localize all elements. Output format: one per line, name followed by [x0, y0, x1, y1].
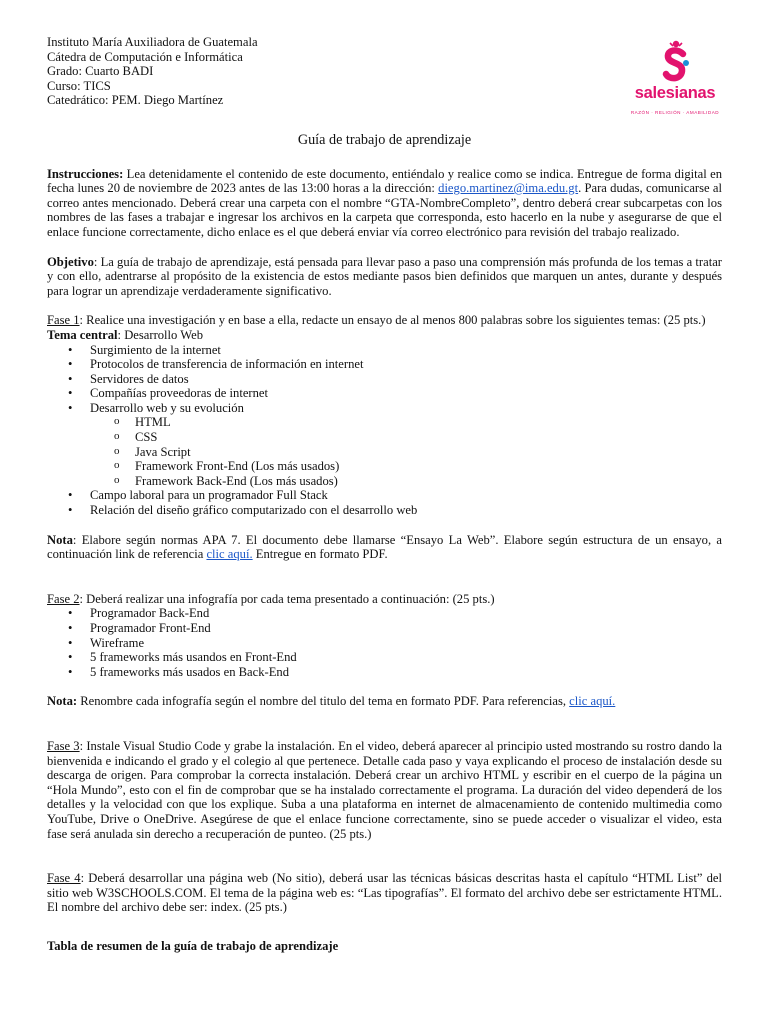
fase1-text: : Realice una investigación y en base a ella, redacte un ensayo de al menos 800 palabras sobre los siguientes temas: (25 pts.) [79, 313, 706, 328]
list-item: • Programador Back-End [47, 606, 722, 621]
fase2-note-label: Nota: [47, 694, 78, 709]
fase1-reference-link[interactable]: clic aquí. [206, 547, 253, 562]
list-item: • Wireframe [47, 636, 722, 651]
fase2-note [47, 694, 722, 709]
list-item: • Surgimiento de la internet [47, 343, 722, 358]
fase2-reference-link[interactable]: clic aquí. [569, 694, 616, 709]
fase3-paragraph [47, 739, 722, 841]
fase4-text: : Deberá desarrollar una página web (No sitio), deberá usar las técnicas básicas descritas hasta el capítulo “HTML List” del sitio web W3SCHOOLS.COM. El tema de la página web es: “Las tipografías”. El formato del archivo debe ser estrictamente HTML. El nombre del archivo debe ser: index. (25 pts.) [47, 871, 723, 915]
document-title: Guía de trabajo de aprendizaje [297, 131, 472, 148]
list-item: • 5 frameworks más usandos en Front-End [47, 650, 722, 665]
header-line-course: Curso: TICS [47, 78, 111, 93]
instructions-text-1: Lea detenidamente el contenido de este documento, entiéndalo y realice como se indica. Entregue de forma digital en fecha lunes 20 de noviembre de 2023 antes de las 13:00 horas a la dirección: [47, 166, 722, 196]
fase1-note-text-2: Entregue en formato PDF. [252, 547, 388, 562]
instructions-label: Instrucciones: [47, 166, 124, 181]
logo-wordmark: salesianas [634, 84, 716, 102]
header-line-chair: Cátedra de Computación e Informática [47, 49, 243, 64]
objective-label: Objetivo [47, 254, 94, 269]
fase4-label: Fase 4 [47, 871, 81, 886]
fase1-note [47, 533, 722, 562]
instructions-paragraph [47, 167, 722, 240]
objective-paragraph [47, 255, 722, 299]
fase4-paragraph [47, 871, 722, 915]
fase2-label: Fase 2 [47, 591, 80, 606]
header-line-teacher: Catedrático: PEM. Diego Martínez [47, 93, 224, 108]
document-page [47, 35, 722, 954]
list-item: • Protocolos de transferencia de información en internet [47, 357, 722, 372]
sub-list-item: o Framework Back-End (Los más usados) [47, 474, 722, 489]
fase2-note-text: Renombre cada infografía según el nombre del titulo del tema en formato PDF. Para referencias, [77, 694, 570, 709]
fase1-note-text-1: : Elabore según normas APA 7. El documento debe llamarse “Ensayo La Web”. Elabore según estructura de un ensayo, a continuación link de referencia [47, 532, 722, 562]
sub-list-item: o Framework Front-End (Los más usados) [47, 459, 722, 474]
header-line-grade: Grado: Cuarto BADI [47, 64, 154, 79]
fase3-text: : Instale Visual Studio Code y grabe la instalación. En el video, deberá aparecer al principio usted mostrando su rostro dando la bienvenida e indicando el grado y el colegio al que pertenece. Detalle cada paso y vaya explicando el proceso de instalación desde su descarga de origen. Para comprobar la correcta instalación. Deberá crear un archivo HTML y escribir en el cuerpo de la página un “Hola Mundo”, esto con el fin de comprobar que se ha instalado correctamente el programa. La duración del video dependerá de los detalles y la velocidad con que los explique. Suba a una plataforma en internet de almacenamiento de contenido multimedia como YouTube, Drive o OneDrive. Asegúrese de que el enlace funcione correctamente, sino se puede acceder o visualizar el video, esta fase será anulada sin derecho a recuperación de punteo. (25 pts.) [47, 738, 722, 841]
logo-tagline: RAZÓN · RELIGIÓN · AMABILIDAD [630, 110, 720, 115]
fase1-topic-list [47, 343, 722, 416]
fase1-label: Fase 1 [47, 313, 80, 328]
fase2-topic-list [47, 606, 722, 679]
central-topic [47, 328, 722, 343]
fase3-label: Fase 3 [47, 738, 80, 753]
header-line-institute: Instituto María Auxiliadora de Guatemala [47, 35, 258, 49]
sub-list-item: o CSS [47, 430, 722, 445]
institution-header [47, 35, 722, 108]
sub-list-item: o HTML [47, 415, 722, 430]
summary-table-title: Tabla de resumen de la guía de trabajo de aprendizaje [47, 938, 339, 953]
list-item: • Relación del diseño gráfico computarizado con el desarrollo web [47, 503, 722, 518]
fase1-note-label: Nota [47, 532, 73, 547]
list-item: • 5 frameworks más usados en Back-End [47, 665, 722, 680]
central-topic-label: Tema central [47, 327, 118, 342]
fase2-text: : Deberá realizar una infografía por cada tema presentado a continuación: (25 pts.) [79, 591, 495, 606]
list-item: • Campo laboral para un programador Full Stack [47, 488, 722, 503]
email-link[interactable]: diego.martinez@ima.edu.gt [438, 181, 579, 196]
sub-list-item: o Java Script [47, 445, 722, 460]
central-topic-text: : Desarrollo Web [117, 327, 204, 342]
fase1-topic-list-2 [47, 488, 722, 517]
objective-text: : La guía de trabajo de aprendizaje, está pensada para llevar paso a paso una comprensión más profunda de los temas a tratar y con ello, adentrarse al propósito de la existencia de estos mediante pasos bien definidos que marquen un antes, durante y después para lograr un aprendizaje verdaderamente significativo. [47, 254, 722, 298]
list-item: • Programador Front-End [47, 621, 722, 636]
list-item: • Compañías proveedoras de internet [47, 386, 722, 401]
fase1-subtopic-list [47, 415, 722, 488]
list-item: • Desarrollo web y su evolución [47, 401, 722, 416]
fase2-paragraph [47, 592, 722, 607]
instructions-text-2: . Para dudas, comunicarse al correo antes mencionado. Deberá crear una carpeta con el nombre “GTA-NombreCompleto”, dentro deberá crear subcarpetas con los nombres de las fases a trabajar e ingresar los archivos en la carpeta que corresponda, esto hacerlo en la nube y asegurarse de que el enlace funcione correctamente, dicho enlace es el que deberá enviar vía correo electrónico para revisión del trabajo realizado. [47, 181, 722, 239]
fase1-paragraph [47, 313, 722, 328]
list-item: • Servidores de datos [47, 372, 722, 387]
